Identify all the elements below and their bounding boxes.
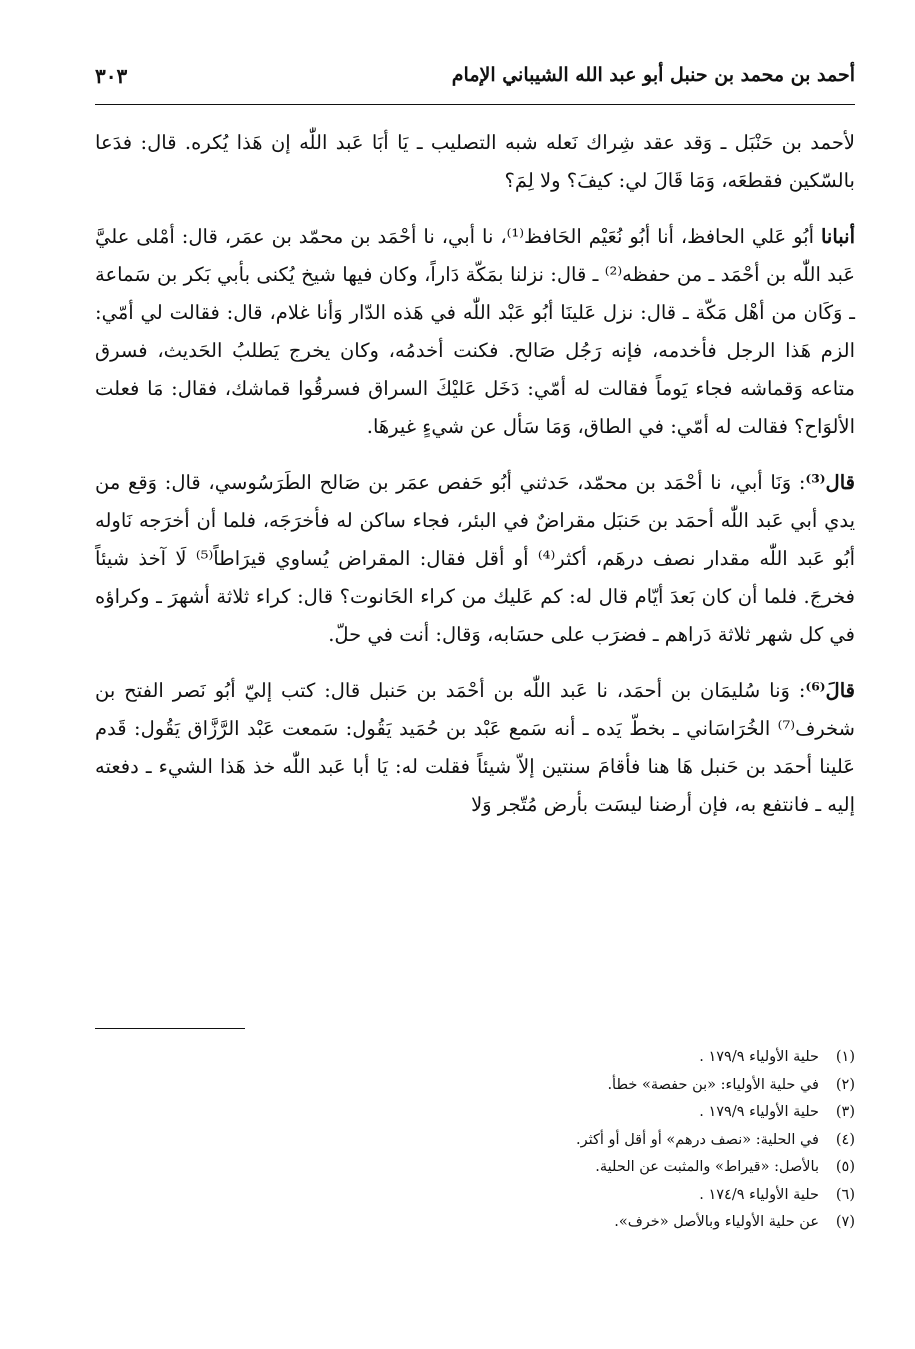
paragraph-text: أبُو عَلي الحافظ، أنا أبُو نُعَيْم الحَافظ⁽¹⁾، نا أبي، نا أحْمَد بن محمّد بن عمَر، قال: أمْلى عليَّ عَبد اللّٰه بن أحْمَد ـ من حفظه⁽²⁾ ـ قال: نزلنا بمَكّة دَاراً، وكان فيها شيخ يُكنى بأبي بَكر بن سَماعة ـ وَكَان من أهْل مَكّة ـ قال: نزل عَلينَا أبُو عَبْد اللّٰه في هَذه الدّار وَأنا غلام، قال: فقالت لي أمّي: الزم هَذا الرجل فأخدمه، فإنه رَجُل صَالح. فكنت أخدمُه، وكان يخرج يَطلبُ الحَديث، فسرق متاعه وَقماشه فجاء يَوماً فقالت له أمّي: دَخَل عَليْكَ السراق فسرقُوا قماشك، فقال: مَا فعلت الألوَاح؟ فقالت له أمّي: في الطاق، وَمَا سَأل عن شيءٍ غيرهَا. — [95, 225, 855, 438]
footnote-number: (١) — [835, 1049, 855, 1065]
footnote-number: (٥) — [835, 1159, 855, 1175]
paragraph-text: لأحمد بن حَنْبَل ـ وَقد عقد شِراك نَعله شبه التصليب ـ يَا أبَا عَبد اللّٰه إن هَذا يُكره. قال: فدَعا بالسّكين فقطعَه، وَمَا قَالَ لي: كيفَ؟ ولا لِمَ؟ — [95, 131, 855, 192]
footnote — [95, 1127, 855, 1155]
paragraph — [95, 124, 855, 200]
footnote-number: (٦) — [835, 1186, 855, 1203]
paragraph — [95, 672, 855, 824]
footnote — [95, 1072, 855, 1100]
footnote — [95, 1182, 855, 1210]
footnote-number: (٢) — [835, 1076, 855, 1093]
paragraph — [95, 464, 855, 654]
footnote-number: (٣) — [835, 1104, 855, 1120]
paragraph — [95, 218, 855, 446]
footnote-text: حلية الأولياء ١٧٩/٩ . — [699, 1049, 819, 1065]
paragraph-lead: قال⁽³⁾ — [805, 471, 855, 494]
footnote — [95, 1044, 855, 1072]
main-text — [95, 124, 855, 824]
footnote-text: في الحلية: «نصف درهم» أو أقل أو أكثر. — [576, 1131, 819, 1148]
footnote — [95, 1099, 855, 1127]
paragraph-text: : وَنا سُليمَان بن أحمَد، نا عَبد اللّٰه بن أحْمَد بن حَنبل قال: كتب إليّ أبُو نَصر الفتح بن شخرف⁽⁷⁾ الخُرَاسَاني ـ بخطّ يَده ـ أنه سَمع عَبْد بن حُمَيد يَقُول: سَمعت عَبْد الرَّزَّاق يَقُول: قَدم عَلينا أحمَد بن حَنبل هَا هنا فأقامَ سنتين إلاّ شيئاً فقلت له: يَا أبا عَبد اللّٰه خذ هَذا الشيء ـ دفعته إليه ـ فانتفع به، فإن أرضنا ليسَت بأرض مُتّجر وَلا — [95, 679, 855, 816]
footnote — [95, 1154, 855, 1182]
footnote-text: في حلية الأولياء: «بن حفصة» خطأ. — [607, 1076, 819, 1093]
footnote-number: (٤) — [835, 1131, 855, 1148]
page-number: ٣٠٣ — [95, 64, 128, 88]
running-title: أحمد بن محمد بن حنبل أبو عبد الله الشيباني الإمام — [451, 64, 855, 86]
footnote-text: بالأصل: «قيراط» والمثبت عن الحلية. — [595, 1159, 819, 1175]
footnotes — [95, 1044, 855, 1237]
footnote-text: عن حلية الأولياء وبالأصل «خرف». — [614, 1214, 819, 1230]
footnote-number: (٧) — [835, 1214, 855, 1230]
paragraph-text: : وَنَا أبي، نا أحْمَد بن محمّد، حَدثني أبُو حَفص عمَر بن صَالح الطَرَسُوسي، قال: وَقع من يدي أبي عَبد اللّٰه أحمَد بن حَنبَل مقراضٌ في البئر، فجاء ساكن له فأخرَجَه، فلما أن أخرَجه نَاوله أبُو عَبد اللّٰه مقدار نصف درهَم، أكثر⁽⁴⁾ أو أقل فقال: المقراض يُساوي قيرَاطاً⁽⁵⁾ لَا آخذ شيئاً فخرجَ. فلما أن كان بَعدَ أيّام قال له: كم عَليك من كراء الحَانوت؟ قال: كراء ثلاثة أشهرَ ـ وكراؤه في كل شهر ثلاثة دَراهم ـ فضرَب على حسَابه، وَقال: أنت في حلّ. — [95, 471, 856, 646]
footnote-text: حلية الأولياء ١٧٤/٩ . — [699, 1186, 819, 1203]
footnote-divider — [95, 1028, 245, 1029]
footnote-text: حلية الأولياء ١٧٩/٩ . — [699, 1104, 819, 1120]
page-header — [95, 60, 855, 105]
footnote — [95, 1209, 855, 1237]
paragraph-lead: قالَ⁽⁶⁾ — [805, 679, 855, 702]
paragraph-lead: أنبانا — [820, 225, 856, 248]
